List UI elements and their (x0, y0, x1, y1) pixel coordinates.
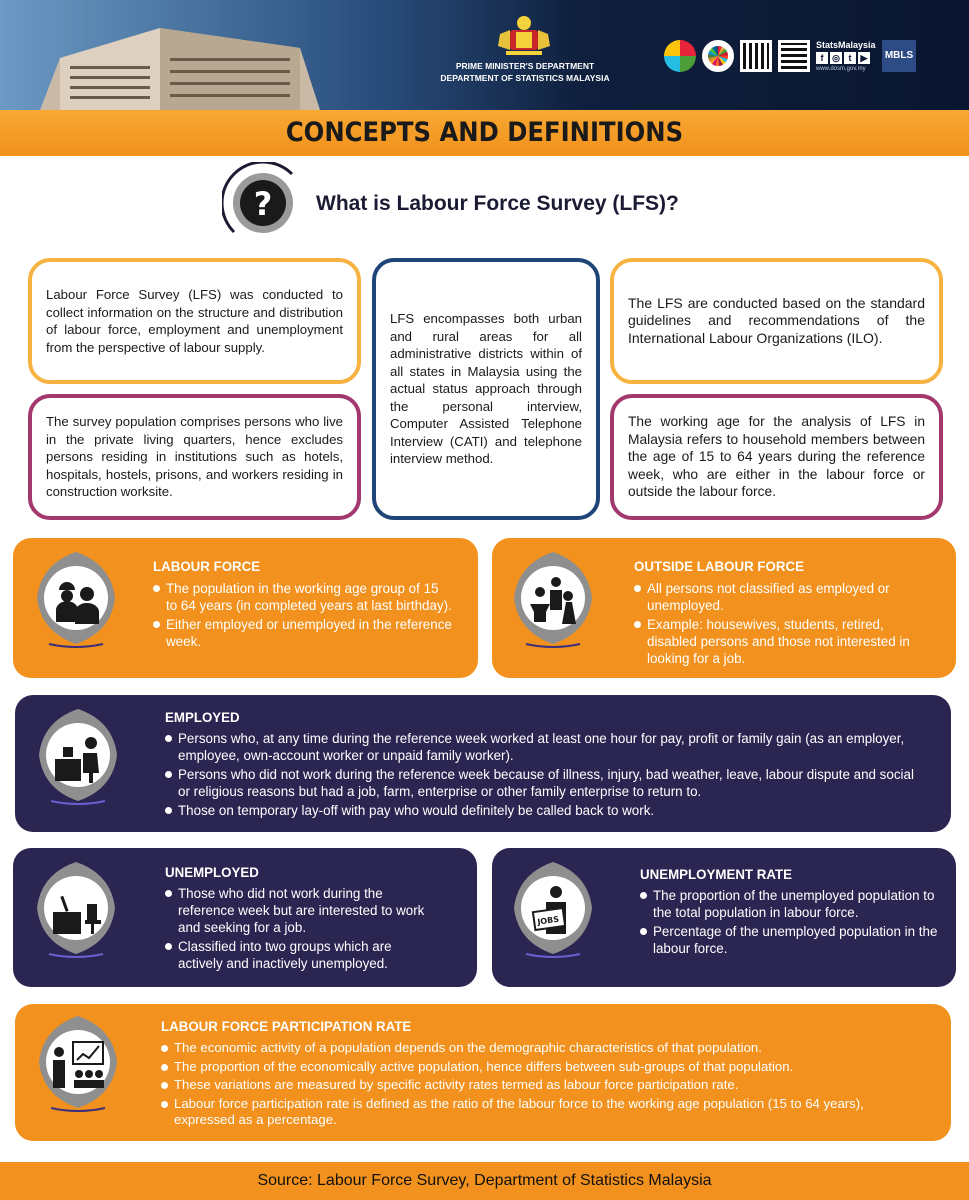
card-labour-force (13, 538, 478, 678)
card-unemployed (13, 848, 477, 987)
list-item: These variations are measured by specific activity rates termed as labour force participation rate. (161, 1077, 901, 1094)
youtube-icon[interactable]: ▶ (858, 52, 870, 64)
card-title: UNEMPLOYED (165, 864, 259, 880)
card-title: LABOUR FORCE (153, 558, 261, 574)
list-item: Persons who did not work during the reference week because of illness, injury, bad weather, leave, labour dispute and social or religious reasons but had a job, farm, enterprise or other family enterprise to return to. (165, 766, 915, 800)
workers-icon (31, 550, 121, 650)
twitter-icon[interactable]: t (844, 52, 856, 64)
list-item: Those on temporary lay-off with pay who would definitely be called back to work. (165, 802, 915, 819)
empty-desk-icon (31, 860, 121, 960)
list-item: Labour force participation rate is defined as the ratio of the labour force to the working age population (15 to 64 years), expressed as a percentage. (161, 1096, 901, 1129)
svg-text:?: ? (253, 185, 273, 223)
logo-icon (664, 40, 696, 72)
card-title: LABOUR FORCE PARTICIPATION RATE (161, 1018, 412, 1034)
card-unemployment-rate (492, 848, 956, 987)
list-item: Persons who, at any time during the reference week worked at least one hour for pay, profit or family gain (as an employer, employee, own-account worker or unpaid family worker). (165, 730, 915, 764)
list-item: Example: housewives, students, retired, disabled persons and those not interested in looking for a job. (634, 616, 934, 667)
info-box-standards (610, 258, 943, 384)
list-item: The proportion of the economically active population, hence differs between sub-groups of that population. (161, 1059, 901, 1076)
header-banner (0, 0, 969, 110)
card-list (161, 1040, 901, 1131)
office-worker-icon (33, 707, 123, 807)
page-title: CONCEPTS AND DEFINITIONS (285, 117, 684, 148)
mbls-logo: MBLS (882, 40, 916, 72)
card-list (634, 580, 934, 669)
list-item: The economic activity of a population depends on the demographic characteristics of that population. (161, 1040, 901, 1057)
dept-line-1: PRIME MINISTER'S DEPARTMENT (455, 61, 595, 71)
list-item: Those who did not work during the reference week but are interested to work and seeking for a job. (165, 885, 435, 936)
facebook-icon[interactable]: f (816, 52, 828, 64)
department-name (420, 60, 630, 84)
card-list (165, 730, 915, 821)
info-box-working-age (610, 394, 943, 520)
website-url[interactable]: www.dosm.gov.my (816, 66, 866, 72)
social-icons (816, 52, 876, 64)
family-icon (508, 550, 598, 650)
card-title: EMPLOYED (165, 709, 240, 725)
list-item: All persons not classified as employed or unemployed. (634, 580, 934, 614)
info-text: The LFS are conducted based on the standard guidelines and recommendations of the International Labour Organizations (ILO). (628, 294, 925, 346)
list-item: Classified into two groups which are actively and inactively unemployed. (165, 938, 435, 972)
list-item: Either employed or unemployed in the reference week. (153, 616, 453, 650)
info-text: LFS encompasses both urban and rural areas for all administrative districts within of all states in Malaysia using the actual status approach through the personal interview, Computer Assisted Telephone Interview (CATI) and telephone interview method. (390, 311, 582, 467)
info-text: The survey population comprises persons who live in the private living quarters, hence excludes persons residing in institutions such as hotels, hospitals, hostels, prisons, and workers residing in construction worksite. (46, 414, 343, 500)
instagram-icon[interactable]: ◎ (830, 52, 842, 64)
info-text: The working age for the analysis of LFS in Malaysia refers to household members between the age of 15 to 64 years during the reference week, who are either in the labour force or outside the labour force. (628, 414, 925, 500)
sdg-wheel-icon (702, 40, 734, 72)
jobs-sign-label: JOBS (536, 914, 560, 927)
card-list (640, 887, 940, 959)
coat-of-arms-icon (494, 14, 554, 56)
card-employed (15, 695, 951, 832)
title-bar (0, 110, 969, 156)
dept-line-2: DEPARTMENT OF STATISTICS MALAYSIA (440, 73, 610, 83)
job-seeker-icon (508, 860, 598, 960)
list-item: The proportion of the unemployed population to the total population in labour force. (640, 887, 940, 921)
card-list (153, 580, 453, 652)
qr-code-icon[interactable] (778, 40, 810, 72)
social-block (816, 40, 876, 72)
building-image (40, 18, 320, 110)
header-logos (664, 38, 916, 74)
info-box-coverage (372, 258, 600, 520)
info-text: Labour Force Survey (LFS) was conducted to collect information on the structure and distribution of labour force, employment and unemployment from the perspective of labour supply. (46, 287, 343, 355)
question-heading: What is Labour Force Survey (LFS)? (316, 192, 679, 215)
info-box-population (28, 394, 361, 520)
card-labour-force-participation-rate (15, 1004, 951, 1141)
card-title: OUTSIDE LABOUR FORCE (634, 558, 804, 574)
card-outside-labour-force (492, 538, 956, 678)
list-item: The population in the working age group of 15 to 64 years (in completed years at last birthday). (153, 580, 453, 614)
info-box-purpose (28, 258, 361, 384)
card-title: UNEMPLOYMENT RATE (640, 866, 792, 882)
source-footer: Source: Labour Force Survey, Department of Statistics Malaysia (0, 1162, 969, 1200)
card-list (165, 885, 435, 974)
presentation-icon (33, 1014, 123, 1114)
list-item: Percentage of the unemployed population in the labour force. (640, 923, 940, 957)
question-mark-icon (222, 162, 304, 244)
qr-code-icon[interactable] (740, 40, 772, 72)
social-name: StatsMalaysia (816, 40, 876, 50)
